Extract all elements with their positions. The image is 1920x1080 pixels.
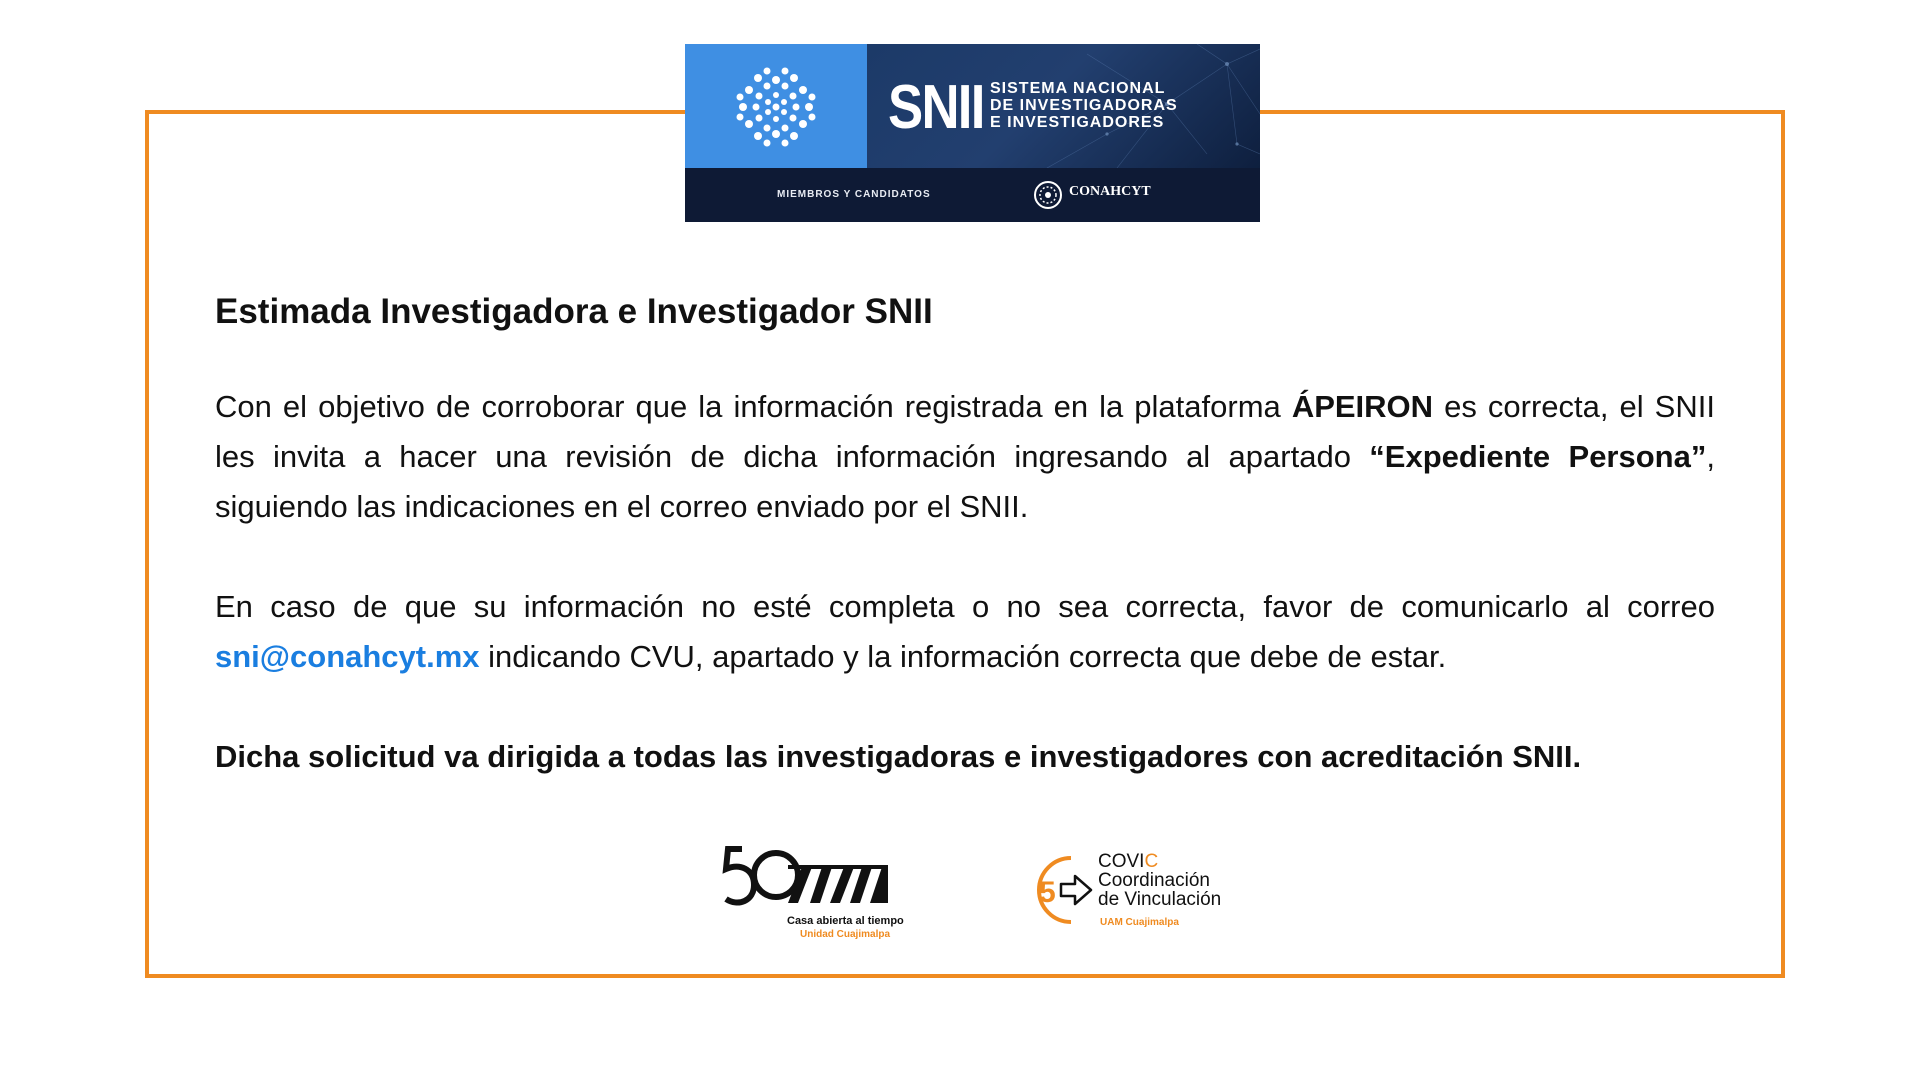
conahcyt-seal-icon	[1033, 180, 1063, 210]
uam-unit: Unidad Cuajimalpa	[800, 929, 891, 940]
snii-name-line1: SISTEMA NACIONAL	[990, 80, 1166, 97]
covic-wordmark	[1098, 852, 1221, 932]
p1-text-c: , siguiendo las indicaciones en el correo enviado por el SNII.	[215, 439, 1715, 524]
conahcyt-wordmark: CONAHCYT	[1069, 184, 1151, 199]
covic-line2: Coordinación	[1098, 870, 1210, 891]
snii-name-line2: DE INVESTIGADORAS	[990, 97, 1178, 114]
svg-text:5: 5	[1039, 876, 1056, 909]
snii-dot-globe-icon	[731, 66, 821, 148]
covic-subtitle: UAM Cuajimalpa	[1100, 917, 1179, 928]
covic-50-logo-icon	[1025, 850, 1097, 930]
covic-name-b: C	[1144, 851, 1159, 872]
snii-full-name	[990, 80, 1230, 131]
covic-line3: de Vinculación	[1098, 889, 1222, 910]
conahcyt-logo	[1033, 180, 1151, 214]
snii-acronym: SNII	[888, 73, 984, 142]
platform-name: ÁPEIRON	[1291, 389, 1434, 424]
paragraph-review-request	[215, 382, 1715, 532]
members-label: MIEMBROS Y CANDIDATOS	[777, 189, 931, 200]
letter-body	[215, 290, 1715, 832]
snii-banner	[685, 44, 1260, 222]
p1-text-a: Con el objetivo de corroborar que la información registrada en la plataforma	[215, 389, 1292, 424]
paragraph-audience: Dicha solicitud va dirigida a todas las investigadoras e investigadores con acreditación SNII.	[215, 739, 1582, 774]
p2-text-a: En caso de que su información no esté completa o no sea correcta, favor de comunicarlo al correo	[215, 589, 1715, 624]
paragraph-contact	[215, 582, 1715, 682]
greeting-heading: Estimada Investigadora e Investigador SNII	[215, 292, 933, 331]
covic-name-a: COVI	[1098, 851, 1145, 872]
section-name: “Expediente Persona”	[1369, 439, 1707, 474]
snii-name-line3: E INVESTIGADORES	[990, 114, 1165, 131]
p2-text-b: indicando CVU, apartado y la información correcta que debe de estar.	[479, 639, 1447, 674]
covic-name	[1098, 851, 1158, 872]
banner-footer-strip	[685, 168, 1260, 222]
p1-text-b: es correcta, el SNII les invita a hacer una revisión de dicha información ingresando al apartado	[215, 389, 1715, 474]
email-link[interactable]: sni@conahcyt.mx	[215, 639, 480, 674]
uam-tagline: Casa abierta al tiempo	[787, 915, 904, 927]
